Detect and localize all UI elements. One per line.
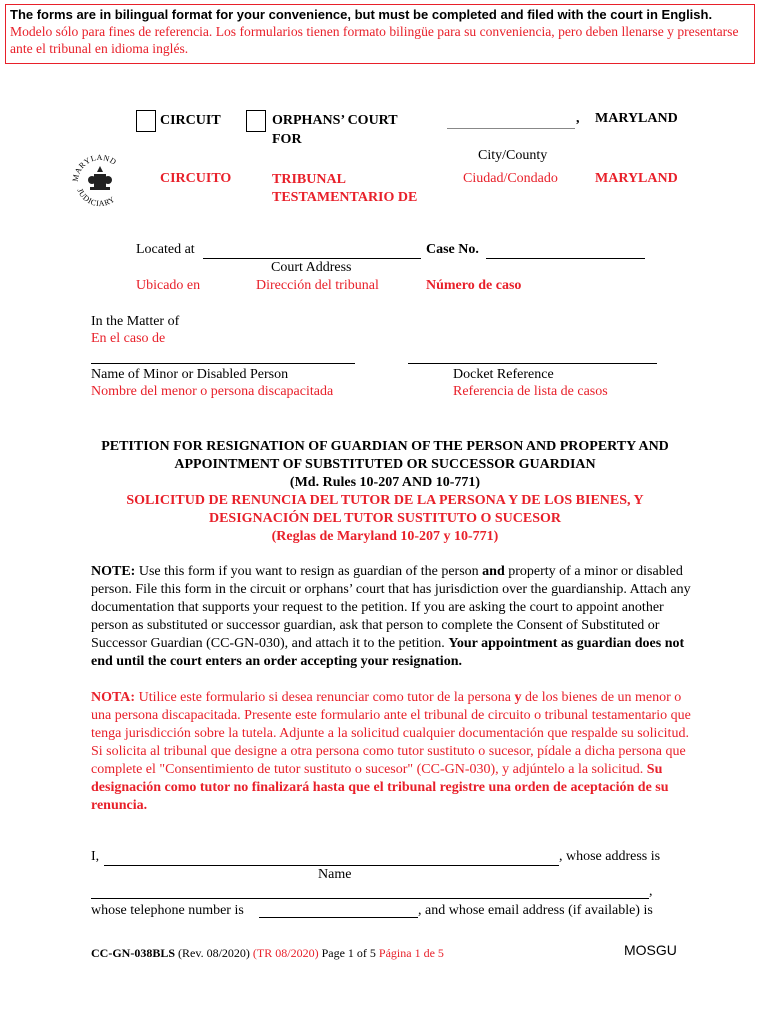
nota-y: y [514,690,522,705]
minor-name-field[interactable] [91,363,355,364]
maryland-label: MARYLAND [595,111,678,126]
note-text-1: Use this form if you want to resign as guardian of the person [135,564,483,579]
nota-paragraph [91,689,691,815]
title-line-3: (Md. Rules 10-207 AND 10-771) [289,475,481,490]
circuit-label: CIRCUIT [160,113,221,128]
case-no-label: Case No. [426,242,479,257]
form-title [60,438,710,546]
statement-whose-email: , and whose email address (if available) is [418,903,653,918]
docket-reference-caption-es: Referencia de lista de casos [453,384,608,399]
maryland-label-es: MARYLAND [595,171,678,186]
petitioner-name-field[interactable] [104,865,559,866]
note-text-2: property of a minor or disabled person. File this form in the circuit or orphans’ court that has jurisdiction over the guardianship. Attach any documentation that supports your request to the petition. If you are asking the court to appoint another person as substituted or successor guardian, ask that person to complete the Consent of Substituted or Successor Guardian (CC-GN-030), and attach it to the petition. [91,564,691,651]
title-es-line-1: SOLICITUD DE RENUNCIA DEL TUTOR DE LA PERSONA Y DE LOS BIENES, Y [126,493,644,508]
footer-rev: (Rev. 08/2020) [175,946,253,960]
petitioner-address-field[interactable] [91,898,649,899]
title-line-2: APPOINTMENT OF SUBSTITUTED OR SUCCESSOR GUARDIAN [174,457,596,472]
orphans-court-label: ORPHANS’ COURT FOR [272,113,398,147]
docket-reference-field[interactable] [408,363,657,364]
court-address-caption-es: Dirección del tribunal [256,278,379,293]
note-label: NOTE: [91,564,136,579]
orphans-court-checkbox[interactable] [246,110,266,132]
seal-bottom-text: JUDICIARY [75,187,117,209]
circuit-label-es: CIRCUITO [160,171,232,186]
orphans-court-label-es: TRIBUNAL TESTAMENTARIO DE [272,172,418,205]
minor-name-caption-es: Nombre del menor o persona discapacitada [91,384,334,399]
court-address-caption: Court Address [271,260,352,275]
bilingual-notice [5,4,755,64]
address-comma: , [649,884,653,899]
footer-page-es: Página 1 de 5 [378,946,444,960]
city-county-caption-es: Ciudad/Condado [463,171,558,186]
located-at-label-es: Ubicado en [136,278,201,293]
telephone-field[interactable] [259,917,418,918]
footer-tr: (TR 08/2020) [252,946,319,960]
in-the-matter-label: In the Matter of [91,314,180,329]
footer-code: MOSGU [624,942,677,958]
case-no-label-es: Número de caso [426,278,522,293]
circuit-checkbox[interactable] [136,110,156,132]
footer-form-id: CC-GN-038BLS [91,946,176,960]
city-county-comma: , [576,111,580,126]
seal-top-text: MARYLAND [70,152,119,183]
footer-form-info [91,946,444,961]
maryland-judiciary-seal [70,150,130,210]
statement-i: I, [91,849,100,864]
note-and: and [482,564,505,579]
notice-english: The forms are in bilingual format for your convenience, but must be completed and filed with the court in English. [10,7,713,22]
nota-bold-end: Su designación como tutor no finalizará hasta que el tribunal registre una orden de aceptación de su renuncia. [91,762,669,813]
statement-whose-phone: whose telephone number is [91,903,244,918]
statement-whose-address: , whose address is [559,849,661,864]
city-county-field[interactable] [447,128,575,129]
docket-reference-caption: Docket Reference [453,367,554,382]
in-the-matter-label-es: En el caso de [91,331,166,346]
note-paragraph [91,563,691,671]
notice-spanish: Modelo sólo para fines de referencia. Los formularios tienen formato bilingüe para su conveniencia, pero deben llenarse y presentarse ante el tribunal en idioma inglés. [10,24,739,56]
footer-page-en: Page 1 of 5 [318,946,379,960]
nota-label: NOTA: [91,690,136,705]
name-caption: Name [318,867,352,882]
case-no-field[interactable] [486,258,645,259]
located-at-label: Located at [136,242,195,257]
nota-text-2: de los bienes de un menor o una persona discapacitada. Presente este formulario ante el tribunal de circuito o tribunal testamentario que tenga jurisdicción sobre la tutela. Adjunte a la solicitud cualquier documentación que respalde su solicitud. Si solicita al tribunal que designe a otra persona como tutor sustituto o sucesor, pídale a dicha persona que complete el "Consentimiento de tutor sustituto o sucesor" (CC-GN-030), y adjúntelo a la solicitud. [91,690,691,777]
court-address-field[interactable] [203,258,421,259]
svg-text:JUDICIARY [75,187,116,208]
title-es-line-2: DESIGNACIÓN DEL TUTOR SUSTITUTO O SUCESOR [208,511,562,526]
minor-name-caption: Name of Minor or Disabled Person [91,367,289,382]
nota-text-1: Utilice este formulario si desea renunciar como tutor de la persona [135,690,515,705]
title-es-line-3: (Reglas de Maryland 10-207 y 10-771) [271,529,499,544]
title-line-1: PETITION FOR RESIGNATION OF GUARDIAN OF THE PERSON AND PROPERTY AND [101,439,669,454]
note-bold-end: Your appointment as guardian does not end until the court enters an order accepting your resignation. [91,636,685,669]
city-county-caption: City/County [478,148,548,163]
